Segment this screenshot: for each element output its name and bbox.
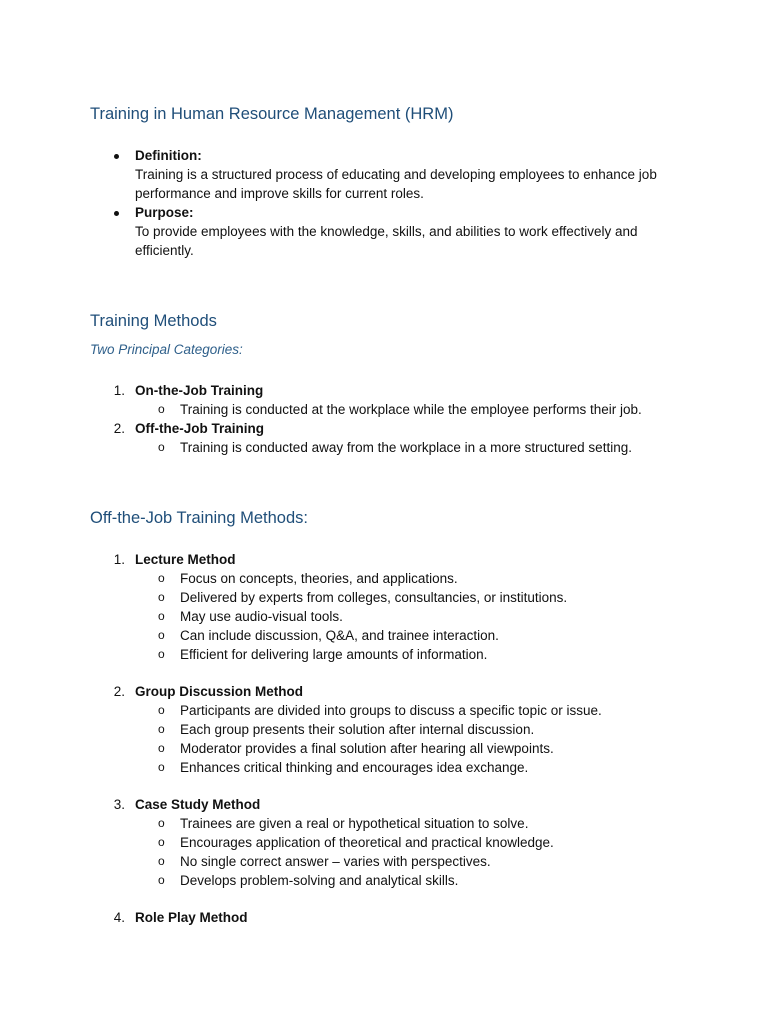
list-subitem: Training is conducted away from the workplace in a more structured setting.: [180, 440, 632, 455]
purpose-text-line2: efficiently.: [135, 243, 194, 258]
list-subitem: Enhances critical thinking and encourages idea exchange.: [180, 760, 529, 775]
list-item-label: On-the-Job Training: [135, 383, 264, 398]
list-subitem: Can include discussion, Q&A, and trainee interaction.: [180, 628, 499, 643]
list-number: 2.: [113, 421, 125, 436]
list-number: 2.: [113, 684, 125, 699]
list-item-label: Off-the-Job Training: [135, 421, 264, 436]
list-subitem: Participants are divided into groups to discuss a specific topic or issue.: [180, 703, 602, 718]
list-number: 1.: [113, 383, 125, 398]
list-subitem: Develops problem-solving and analytical skills.: [180, 873, 459, 888]
circle-bullet-icon: o: [158, 440, 165, 454]
list-number: 1.: [113, 552, 125, 567]
list-subitem: Moderator provides a final solution after hearing all viewpoints.: [180, 741, 554, 756]
circle-bullet-icon: o: [158, 609, 165, 623]
circle-bullet-icon: o: [158, 571, 165, 585]
definition-text-line1: Training is a structured process of educating and developing employees to enhance job: [135, 167, 657, 182]
bullet-dot: [114, 211, 119, 216]
list-subitem: No single correct answer – varies with perspectives.: [180, 854, 491, 869]
circle-bullet-icon: o: [158, 402, 165, 416]
list-number: 4.: [113, 910, 125, 925]
list-subitem: Each group presents their solution after internal discussion.: [180, 722, 535, 737]
circle-bullet-icon: o: [158, 816, 165, 830]
bullet-dot: [114, 154, 119, 159]
section-subtitle: Two Principal Categories:: [90, 342, 243, 357]
circle-bullet-icon: o: [158, 647, 165, 661]
circle-bullet-icon: o: [158, 590, 165, 604]
list-subitem: Trainees are given a real or hypothetical situation to solve.: [180, 816, 529, 831]
section-heading-off-the-job-methods: Off-the-Job Training Methods:: [90, 509, 308, 527]
circle-bullet-icon: o: [158, 703, 165, 717]
list-item-label: Lecture Method: [135, 552, 236, 567]
section-heading-training-methods: Training Methods: [90, 312, 217, 330]
circle-bullet-icon: o: [158, 854, 165, 868]
list-subitem: Efficient for delivering large amounts of information.: [180, 647, 488, 662]
list-subitem: Delivered by experts from colleges, consultancies, or institutions.: [180, 590, 568, 605]
list-item-label: Group Discussion Method: [135, 684, 304, 699]
list-subitem: May use audio-visual tools.: [180, 609, 343, 624]
purpose-label: Purpose:: [135, 205, 194, 220]
circle-bullet-icon: o: [158, 741, 165, 755]
definition-text-line2: performance and improve skills for current roles.: [135, 186, 424, 201]
definition-label: Definition:: [135, 148, 202, 163]
list-number: 3.: [113, 797, 125, 812]
purpose-text-line1: To provide employees with the knowledge, skills, and abilities to work effectively and: [135, 224, 638, 239]
list-subitem: Training is conducted at the workplace while the employee performs their job.: [180, 402, 642, 417]
circle-bullet-icon: o: [158, 628, 165, 642]
list-subitem: Focus on concepts, theories, and applications.: [180, 571, 458, 586]
list-item-label: Case Study Method: [135, 797, 261, 812]
circle-bullet-icon: o: [158, 760, 165, 774]
list-subitem: Encourages application of theoretical and practical knowledge.: [180, 835, 554, 850]
list-item-label: Role Play Method: [135, 910, 248, 925]
section-heading-training-hrm: Training in Human Resource Management (HRM): [90, 105, 454, 123]
circle-bullet-icon: o: [158, 873, 165, 887]
circle-bullet-icon: o: [158, 722, 165, 736]
circle-bullet-icon: o: [158, 835, 165, 849]
